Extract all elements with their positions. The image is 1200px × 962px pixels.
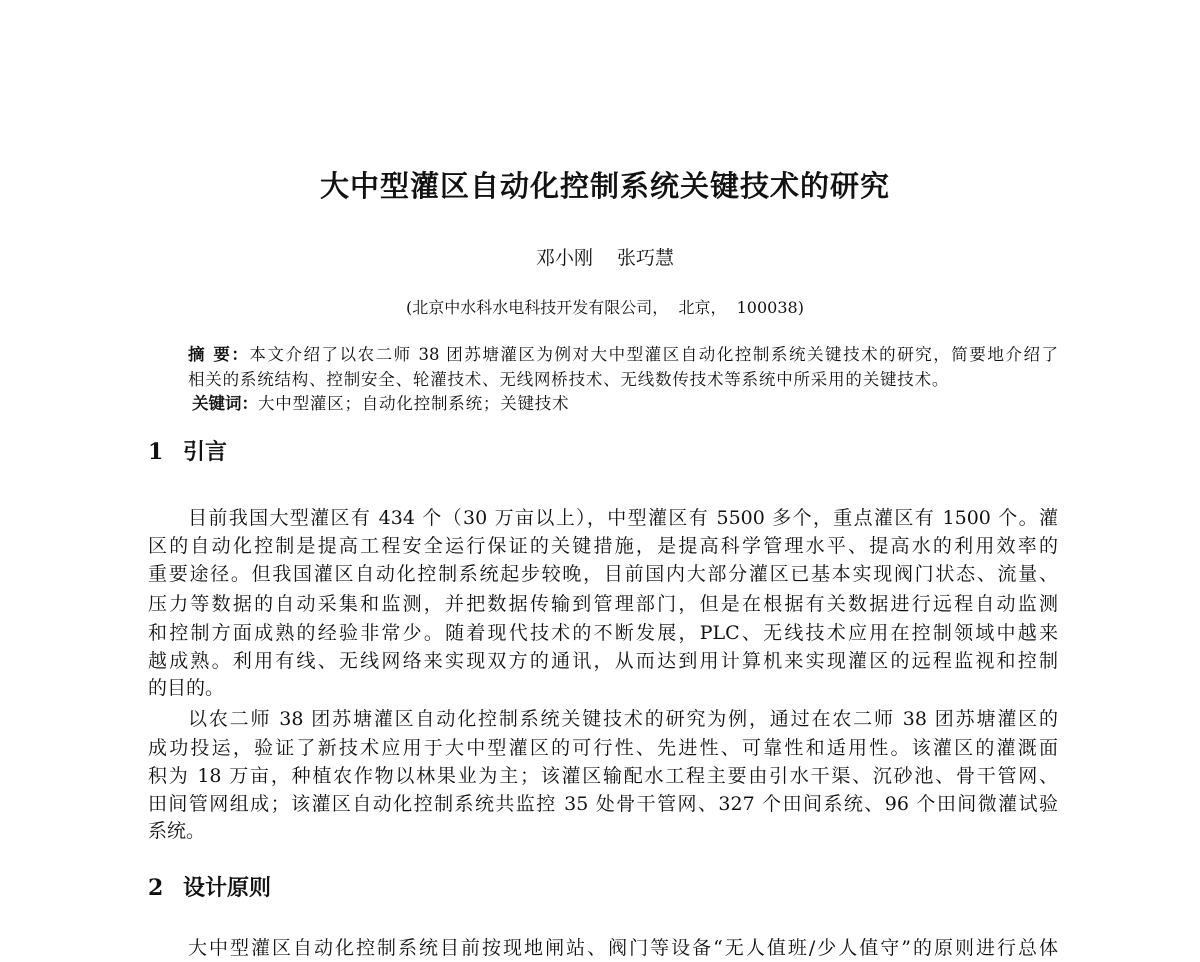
abstract-label: 摘 要： — [188, 345, 250, 364]
section-heading — [148, 872, 271, 904]
abstract-text: 本文介绍了以农二师 38 团苏塘灌区为例对大中型灌区自动化控制系统关键技术的研究，简要地介绍了 — [249, 345, 1058, 364]
section-heading — [148, 436, 227, 468]
body-line: 目前我国大型灌区有 434 个（30 万亩以上），中型灌区有 5500 多个，重点灌区有 1500 个。灌 — [188, 507, 1058, 529]
section-number: 2 — [148, 875, 164, 901]
body-line: 越成熟。利用有线、无线网络来实现双方的通讯，从而达到用计算机来实现灌区的远程监视和控制 — [148, 650, 1058, 672]
body-line: 系统。 — [148, 820, 206, 842]
author-list — [148, 245, 1062, 271]
paper-title: 大中型灌区自动化控制系统关键技术的研究 — [319, 169, 890, 203]
section-title: 引言 — [183, 440, 228, 465]
body-line: 以农二师 38 团苏塘灌区自动化控制系统关键技术的研究为例，通过在农二师 38 团苏塘灌区的 — [188, 708, 1058, 730]
abstract-line — [188, 343, 1058, 367]
abstract-line: 相关的系统结构、控制安全、轮灌技术、无线网桥技术、无线数传技术等系统中所采用的关键技术。 — [188, 370, 950, 389]
body-line: 压力等数据的自动采集和监测，并把数据传输到管理部门，但是在根据有关数据进行远程自动监测 — [148, 593, 1058, 615]
author-name: 邓小刚 — [535, 247, 593, 269]
body-line: 和控制方面成熟的经验非常少。随着现代技术的不断发展，PLC、无线技术应用在控制领域中越来 — [148, 622, 1058, 644]
body-line: 田间管网组成；该灌区自动化控制系统共监控 35 处骨干管网、327 个田间系统、96 个田间微灌试验 — [148, 793, 1058, 815]
keywords-text: 大中型灌区；自动化控制系统；关键技术 — [258, 394, 570, 413]
body-line: 的目的。 — [148, 677, 225, 699]
body-line: 积为 18 万亩，种植农作物以林果业为主；该灌区输配水工程主要由引水干渠、沉砂池、骨干管网、 — [148, 765, 1058, 787]
section-number: 1 — [148, 439, 164, 465]
affiliation: (北京中水科水电科技开发有限公司， 北京， 100038) — [406, 298, 804, 317]
body-line: 区的自动化控制是提高工程安全运行保证的关键措施，是提高科学管理水平、提高水的利用效率的 — [148, 535, 1058, 557]
keywords-label: 关键词： — [192, 394, 258, 413]
author-name: 张巧慧 — [617, 247, 675, 269]
body-line: 成功投运，验证了新技术应用于大中型灌区的可行性、先进性、可靠性和适用性。该灌区的灌溉面 — [148, 737, 1058, 759]
body-line: 大中型灌区自动化控制系统目前按现地闸站、阀门等设备“无人值班/少人值守”的原则进行总体 — [188, 937, 1058, 959]
body-line: 重要途径。但我国灌区自动化控制系统起步较晚，目前国内大部分灌区已基本实现阀门状态、流量、 — [148, 563, 1058, 585]
section-title: 设计原则 — [183, 876, 272, 901]
keywords-line — [192, 392, 1062, 416]
